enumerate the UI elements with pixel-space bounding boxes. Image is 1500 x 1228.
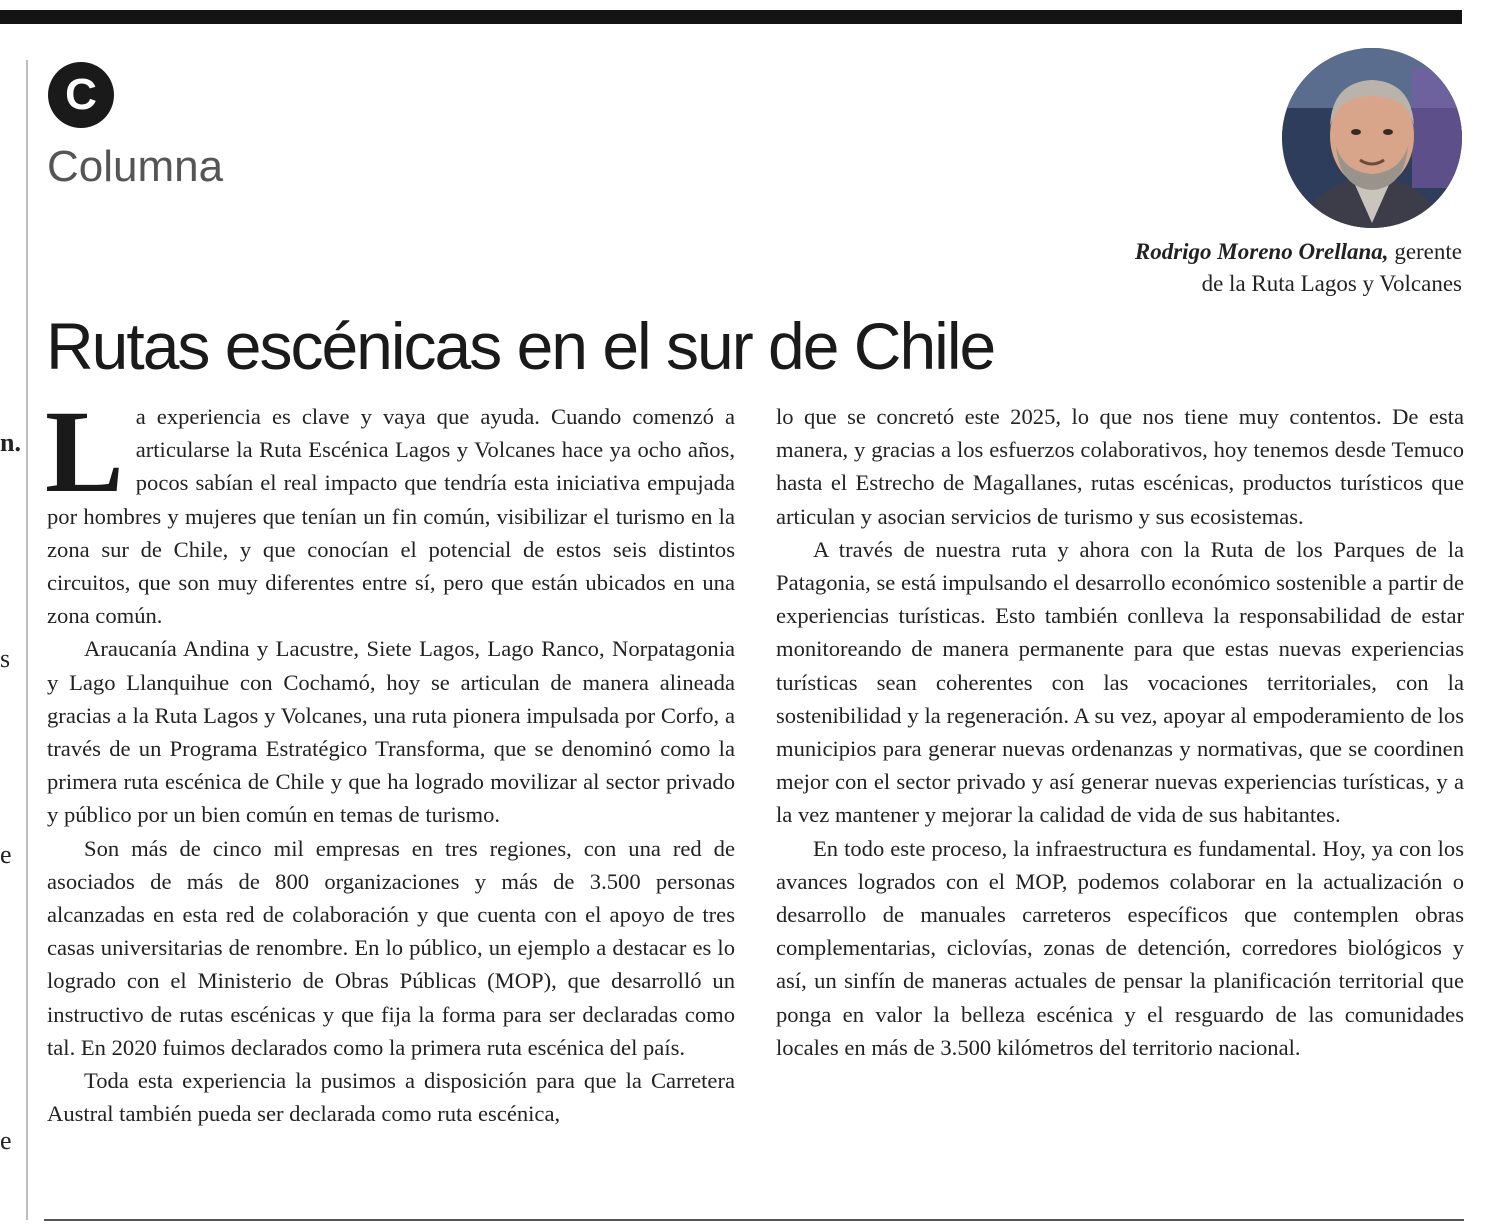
top-rule (0, 10, 1462, 24)
byline-line-2: de la Ruta Lagos y Volcanes (1201, 271, 1462, 296)
drop-cap: L (45, 386, 124, 517)
paragraph (45, 386, 735, 632)
paragraph: En todo este proceso, la infraestructura es fundamental. Hoy, ya con los avances logrados con el MOP, podemos colaborar en la actualización o desarrollo de manuales carreteros específicos que contemplen obras complementarias, ciclovías, zonas de detención, corredores biológicos y así, un sinfín de maneras actuales de pensar la planificación territorial que ponga en valor la belleza escénica y el resguardo de las comunidades locales en más de 3.500 kilómetros del territorio nacional. (776, 835, 1464, 1060)
adjacent-article-fragment: e (0, 840, 12, 869)
author-name: Rodrigo Moreno Orellana, (1134, 239, 1389, 264)
adjacent-article-fragment: e (0, 1126, 12, 1155)
byline-line-1 (1135, 236, 1462, 268)
bottom-rule (44, 1219, 1464, 1221)
article-column-right (776, 400, 1464, 1064)
adjacent-article-fragment: n. (0, 428, 21, 457)
author-portrait-icon (1282, 48, 1462, 228)
headline: Rutas escénicas en el sur de Chile (46, 309, 995, 383)
paragraph: Araucanía Andina y Lacustre, Siete Lagos, Lago Ranco, Norpatagonia y Lago Llanquihue con Cochamó, hoy se articulan de manera alineada gracias a la Ruta Lagos y Volcanes, una ruta pionera impulsada por Corfo, a través de un Programa Estratégico Transforma, que se denominó como la primera ruta escénica de Chile y que ha logrado movilizar al sector privado y público por un bien común en temas de turismo. (47, 636, 735, 828)
article-column-left (45, 386, 735, 1130)
author-role: gerente (1388, 239, 1462, 264)
column-badge-icon: C (48, 62, 114, 128)
left-column-rule (26, 60, 28, 1220)
paragraph: A través de nuestra ruta y ahora con la Ruta de los Parques de la Patagonia, se está impulsando el desarrollo económico sostenible a partir de experiencias turísticas. Esto también conlleva la responsabilidad de estar monitoreando de manera permanente para que estas nuevas experiencias turísticas sean coherentes con las vocaciones territoriales, con la sostenibilidad y la regeneración. A su vez, apoyar al empoderamiento de los municipios para generar nuevas ordenanzas y normativas, que se coordinen mejor con el sector privado y así generar nuevas experiencias turísticas, y a la vez mantener y mejorar la calidad de vida de sus habitantes. (776, 536, 1464, 828)
byline (1135, 236, 1462, 300)
paragraph: Son más de cinco mil empresas en tres regiones, con una red de asociados de más de 800 organizaciones y más de 3.500 personas alcanzadas en esta red de colaboración y que cuenta con el apoyo de tres casas universitarias de renombre. En lo público, un ejemplo a destacar es lo logrado con el Ministerio de Obras Públicas (MOP), que desarrolló un instructivo de rutas escénicas y que fija la forma para ser declaradas como tal. En 2020 fuimos declarados como la primera ruta escénica del país. (47, 835, 735, 1060)
paragraph: lo que se concretó este 2025, lo que nos tiene muy contentos. De esta manera, y gracias a los esfuerzos colaborativos, hoy tenemos desde Temuco hasta el Estrecho de Magallanes, rutas escénicas, productos turísticos que articulan y asocian servicios de turismo y sus ecosistemas. (776, 404, 1464, 529)
section-label: Columna (47, 142, 224, 191)
adjacent-article-fragment: s (0, 644, 11, 673)
paragraph: Toda esta experiencia la pusimos a disposición para que la Carretera Austral también pueda ser declarada como ruta escénica, (47, 1068, 735, 1127)
paragraph-text: a experiencia es clave y vaya que ayuda. Cuando comenzó a articularse la Ruta Escénica Lagos y Volcanes hace ya ocho años, pocos sabían el real impacto que tendría esta iniciativa empujada por hombres y mujeres que tenían un fin común, visibilizar el turismo en la zona sur de Chile, y que conocían el potencial de estos seis distintos circuitos, que son muy diferentes entre sí, pero que están ubicados en una zona común. (47, 404, 735, 629)
author-photo (1282, 48, 1462, 228)
